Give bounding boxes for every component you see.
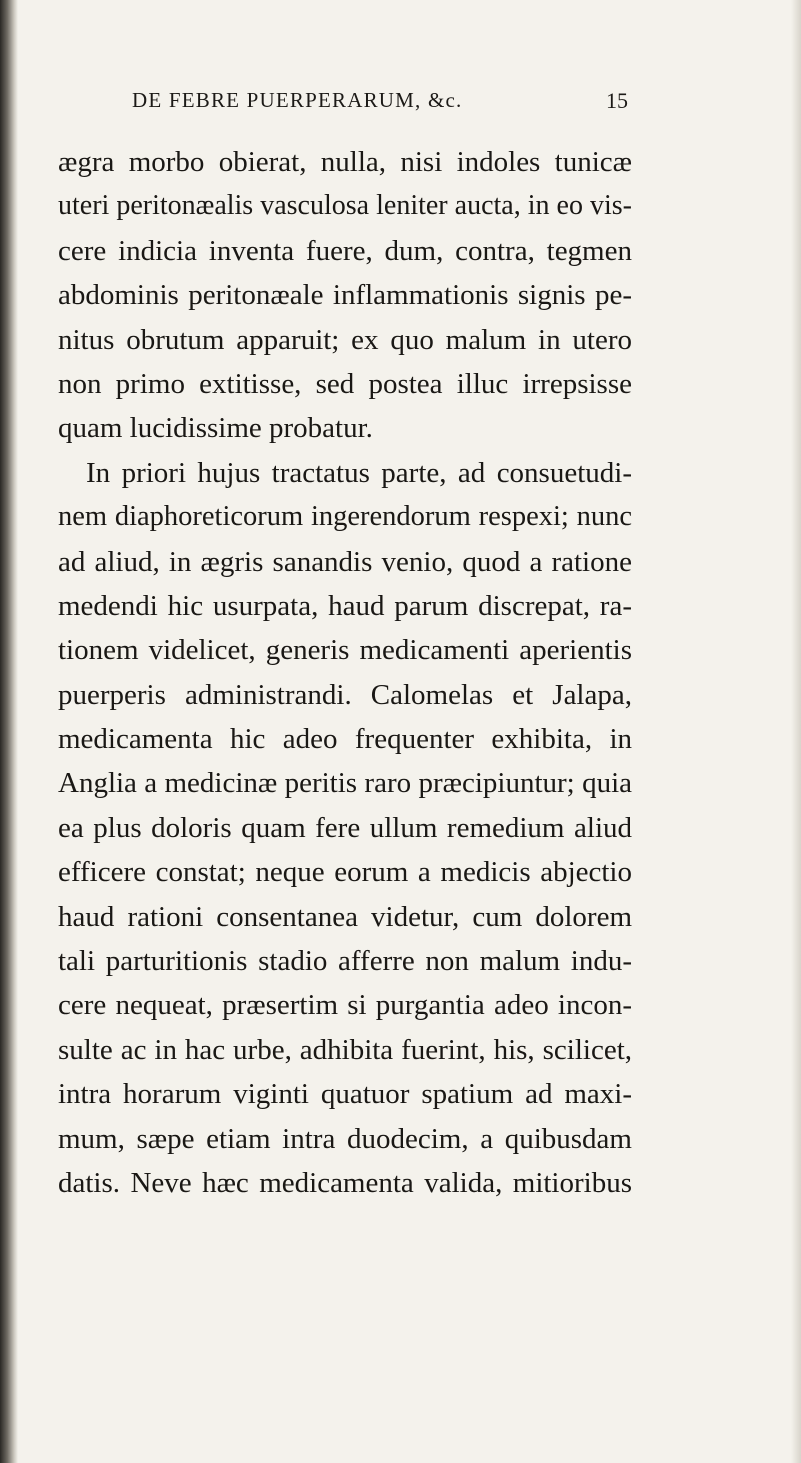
text-line: ægra morbo obierat, nulla, nisi indoles tunicæ	[58, 146, 632, 178]
text-line: medicamenta hic adeo frequenter exhibita, in	[58, 723, 632, 756]
text-line: nitus obrutum apparuit; ex quo malum in utero	[58, 323, 632, 356]
text-line: haud rationi consentanea videtur, cum dolorem	[58, 900, 632, 933]
text-line: medendi hic usurpata, haud parum discrepat, ra-	[58, 589, 632, 622]
text-line: uteri peritonæalis vasculosa leniter aucta, in eo vis-	[58, 190, 632, 222]
text-line: datis. Neve hæc medicamenta valida, mitioribus	[58, 1166, 632, 1199]
text-line: cere indicia inventa fuere, dum, contra, tegmen	[58, 234, 632, 267]
text-line: ad aliud, in ægris sanandis venio, quod a ratione	[58, 545, 632, 578]
text-line: tionem videlicet, generis medicamenti aperientis	[58, 634, 632, 667]
binding-shadow	[0, 0, 18, 1463]
page-number: 15	[606, 88, 628, 113]
text-line: intra horarum viginti quatuor spatium ad maxi-	[58, 1078, 632, 1111]
text-line: quam lucidissime probatur.	[58, 412, 373, 445]
text-line: cere nequeat, præsertim si purgantia adeo incon-	[58, 989, 632, 1022]
text-line: In priori hujus tractatus parte, ad consuetudi-	[86, 456, 632, 489]
body-text	[58, 140, 632, 1205]
text-line: mum, sæpe etiam intra duodecim, a quibusdam	[58, 1122, 632, 1155]
text-line: nem diaphoreticorum ingerendorum respexi; nunc	[58, 501, 632, 533]
page-edge	[791, 0, 801, 1463]
text-line: tali parturitionis stadio afferre non malum indu-	[58, 945, 632, 978]
text-line: Anglia a medicinæ peritis raro præcipiuntur; quia	[58, 767, 632, 800]
running-title: DE FEBRE PUERPERARUM, &c.	[132, 88, 463, 112]
text-line: abdominis peritonæale inflammationis signis pe-	[58, 279, 632, 312]
running-head	[132, 88, 628, 118]
text-line: efficere constat; neque eorum a medicis abjectio	[58, 856, 632, 889]
text-line: ea plus doloris quam fere ullum remedium aliud	[58, 811, 632, 844]
text-line: sulte ac in hac urbe, adhibita fuerint, his, scilicet,	[58, 1033, 632, 1066]
text-line: puerperis administrandi. Calomelas et Jalapa,	[58, 678, 632, 711]
text-line: non primo extitisse, sed postea illuc irrepsisse	[58, 367, 632, 400]
